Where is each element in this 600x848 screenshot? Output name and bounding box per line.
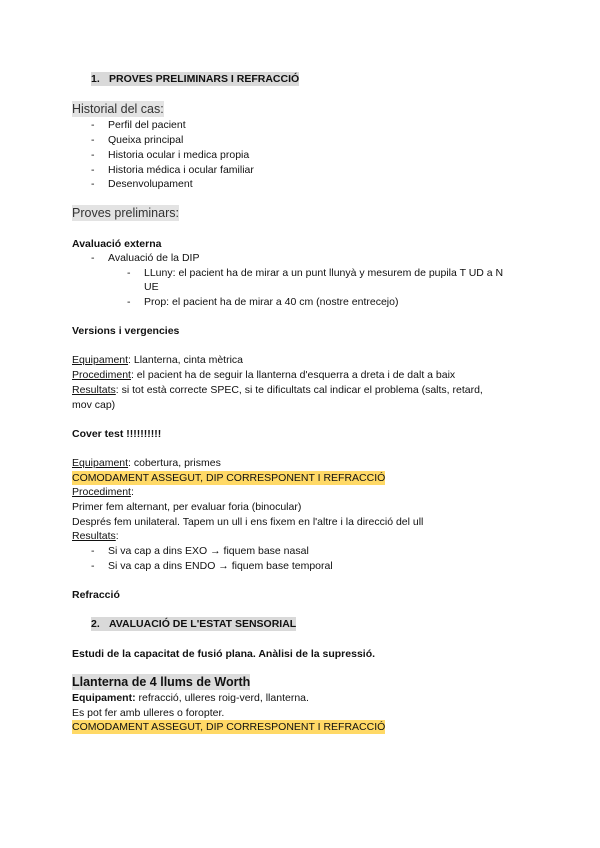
cover-procediment [72, 485, 134, 499]
historial-item: Queixa principal [108, 134, 184, 146]
procediment-label: Procediment [72, 369, 131, 381]
bullet-dash: - [91, 149, 95, 161]
historial-item: Historia médica i ocular familiar [108, 164, 254, 176]
section-2-title: AVALUACIÓ DE L'ESTAT SENSORIAL [109, 618, 297, 630]
dip-lluny-line2: UE [144, 281, 159, 293]
versions-resultats [72, 383, 483, 397]
bullet-dash: - [91, 119, 95, 131]
cover-highlight-note: COMODAMENT ASSEGUT, DIP CORRESPONENT I REFRACCIÓ [72, 472, 386, 484]
section-1-number: 1. [91, 73, 100, 85]
cover-proc-line1: Primer fem alternant, per evaluar foria (binocular) [72, 501, 302, 513]
cover-resultats [72, 529, 119, 543]
section-2-heading [91, 617, 296, 631]
equipament-label: Equipament [72, 457, 129, 469]
dip-prop: Prop: el pacient ha de mirar a 40 cm (nostre entrecejo) [144, 296, 399, 308]
resultats-text: : si tot està correcte SPEC, si te dificultats cal indicar el problema (salts, retard, [115, 384, 483, 396]
historial-item: Historia ocular i medica propia [108, 149, 250, 161]
versions-procediment [72, 368, 455, 382]
cover-heading: Cover test !!!!!!!!!! [72, 428, 162, 440]
equipament-text: : cobertura, prismes [128, 457, 221, 469]
worth-title: Llanterna de 4 llums de Worth [72, 675, 251, 689]
dip-lluny-line1: LLuny: el pacient ha de mirar a un punt llunyà y mesurem de pupila T UD a N [144, 267, 504, 279]
worth-equipament [72, 691, 309, 705]
section-1-title: PROVES PRELIMINARS I REFRACCIÓ [109, 73, 300, 85]
avaluacio-externa-heading: Avaluació externa [72, 238, 162, 250]
procediment-label: Procediment [72, 486, 131, 498]
section-1-heading [91, 72, 299, 86]
historial-item: Perfil del pacient [108, 119, 186, 131]
cover-result-endo: Si va cap a dins ENDO → fiquem base temporal [108, 560, 333, 572]
versions-heading: Versions i vergencies [72, 325, 180, 337]
estudi-heading: Estudi de la capacitat de fusió plana. Anàlisi de la supressió. [72, 648, 376, 660]
bullet-dash: - [127, 296, 131, 308]
bullet-dash: - [91, 560, 95, 572]
historial-item: Desenvolupament [108, 178, 193, 190]
cover-proc-line2: Després fem unilateral. Tapem un ull i ens fixem en l'altre i la direcció del ull [72, 516, 424, 528]
versions-equipament [72, 353, 243, 367]
equipament-label: Equipament: [72, 692, 136, 704]
resultats-label: Resultats [72, 384, 116, 396]
worth-highlight-note: COMODAMENT ASSEGUT, DIP CORRESPONENT I REFRACCIÓ [72, 721, 386, 733]
equipament-text: refracció, ulleres roig-verd, llanterna. [135, 692, 309, 704]
cover-equipament [72, 456, 221, 470]
procediment-text: : el pacient ha de seguir la llanterna d'esquerra a dreta i de dalt a baix [130, 369, 456, 381]
equipament-text: : Llanterna, cinta mètrica [128, 354, 244, 366]
bullet-dash: - [127, 267, 131, 279]
historial-heading: Historial del cas: [72, 102, 164, 116]
section-2-number: 2. [91, 618, 100, 630]
bullet-dash: - [91, 164, 95, 176]
bullet-dash: - [91, 252, 95, 264]
bullet-dash: - [91, 178, 95, 190]
bullet-dash: - [91, 545, 95, 557]
cover-result-exo: Si va cap a dins EXO → fiquem base nasal [108, 545, 309, 557]
worth-line2: Es pot fer amb ulleres o foropter. [72, 707, 225, 719]
avaluacio-dip-item: Avaluació de la DIP [108, 252, 200, 264]
versions-resultats-cont: mov cap) [72, 399, 116, 411]
procediment-colon: : [130, 486, 134, 498]
equipament-label: Equipament [72, 354, 129, 366]
resultats-label: Resultats [72, 530, 116, 542]
proves-heading: Proves preliminars: [72, 206, 179, 220]
refraccio-heading: Refracció [72, 589, 120, 601]
resultats-colon: : [115, 530, 119, 542]
bullet-dash: - [91, 134, 95, 146]
